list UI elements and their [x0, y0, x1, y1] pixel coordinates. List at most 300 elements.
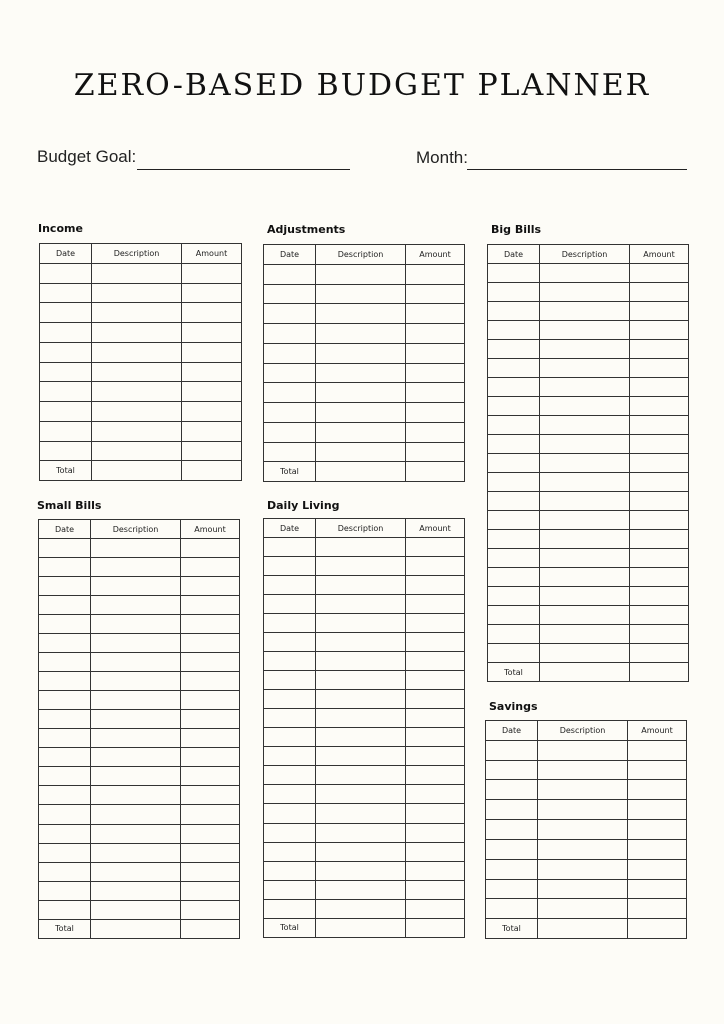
description-cell[interactable] [91, 767, 181, 786]
total-description-cell[interactable] [316, 918, 406, 937]
date-cell[interactable] [40, 402, 92, 422]
month-line[interactable] [467, 169, 687, 170]
amount-cell[interactable] [406, 861, 465, 880]
description-cell[interactable] [92, 362, 182, 382]
amount-cell[interactable] [406, 785, 465, 804]
amount-cell[interactable] [630, 530, 689, 549]
description-cell[interactable] [316, 557, 406, 576]
description-cell[interactable] [316, 747, 406, 766]
amount-cell[interactable] [630, 511, 689, 530]
description-cell[interactable] [92, 342, 182, 362]
amount-cell[interactable] [406, 422, 465, 442]
description-cell[interactable] [316, 880, 406, 899]
description-cell[interactable] [91, 786, 181, 805]
description-cell[interactable] [538, 740, 628, 760]
date-cell[interactable] [39, 596, 91, 615]
amount-cell[interactable] [406, 614, 465, 633]
date-cell[interactable] [40, 342, 92, 362]
date-cell[interactable] [40, 421, 92, 441]
amount-cell[interactable] [182, 303, 242, 323]
description-cell[interactable] [92, 382, 182, 402]
amount-cell[interactable] [182, 441, 242, 461]
description-cell[interactable] [540, 625, 630, 644]
date-cell[interactable] [40, 303, 92, 323]
description-cell[interactable] [540, 606, 630, 625]
date-cell[interactable] [264, 403, 316, 423]
column-header-amount: Amount [406, 519, 465, 538]
description-cell[interactable] [316, 804, 406, 823]
total-row [40, 461, 242, 481]
date-cell[interactable] [39, 672, 91, 691]
amount-cell[interactable] [630, 625, 689, 644]
date-cell[interactable] [488, 302, 540, 321]
description-cell[interactable] [92, 263, 182, 283]
date-cell[interactable] [39, 577, 91, 596]
description-cell[interactable] [540, 568, 630, 587]
amount-cell[interactable] [628, 820, 687, 840]
description-cell[interactable] [540, 644, 630, 663]
amount-cell[interactable] [406, 823, 465, 842]
description-cell[interactable] [91, 577, 181, 596]
date-cell[interactable] [264, 785, 316, 804]
date-cell[interactable] [264, 766, 316, 785]
total-description-cell[interactable] [92, 461, 182, 481]
date-cell[interactable] [39, 691, 91, 710]
total-label: Total [264, 462, 316, 482]
description-cell[interactable] [92, 441, 182, 461]
date-cell[interactable] [488, 435, 540, 454]
date-cell[interactable] [488, 530, 540, 549]
date-cell[interactable] [39, 824, 91, 843]
description-cell[interactable] [316, 671, 406, 690]
amount-cell[interactable] [628, 760, 687, 780]
date-cell[interactable] [488, 625, 540, 644]
amount-cell[interactable] [406, 264, 465, 284]
description-cell[interactable] [91, 805, 181, 824]
amount-cell[interactable] [181, 748, 240, 767]
description-cell[interactable] [92, 421, 182, 441]
description-cell[interactable] [538, 800, 628, 820]
date-cell[interactable] [486, 820, 538, 840]
date-cell[interactable] [486, 899, 538, 919]
description-cell[interactable] [92, 323, 182, 343]
description-cell[interactable] [91, 596, 181, 615]
date-cell[interactable] [264, 595, 316, 614]
description-cell[interactable] [92, 303, 182, 323]
date-cell[interactable] [264, 880, 316, 899]
table-row [40, 382, 242, 402]
date-cell[interactable] [486, 859, 538, 879]
small-bills-table [38, 519, 240, 939]
date-cell[interactable] [40, 441, 92, 461]
description-cell[interactable] [316, 766, 406, 785]
amount-cell[interactable] [182, 402, 242, 422]
amount-cell[interactable] [630, 454, 689, 473]
description-cell[interactable] [316, 614, 406, 633]
description-cell[interactable] [316, 823, 406, 842]
description-cell[interactable] [316, 383, 406, 403]
date-cell[interactable] [488, 416, 540, 435]
amount-cell[interactable] [406, 899, 465, 918]
date-cell[interactable] [264, 442, 316, 462]
description-cell[interactable] [316, 324, 406, 344]
date-cell[interactable] [264, 363, 316, 383]
description-cell[interactable] [538, 899, 628, 919]
description-cell[interactable] [92, 402, 182, 422]
amount-cell[interactable] [630, 435, 689, 454]
date-cell[interactable] [39, 748, 91, 767]
amount-cell[interactable] [181, 653, 240, 672]
description-cell[interactable] [316, 633, 406, 652]
description-cell[interactable] [316, 576, 406, 595]
date-cell[interactable] [39, 805, 91, 824]
table-row [40, 303, 242, 323]
date-cell[interactable] [39, 653, 91, 672]
amount-cell[interactable] [182, 362, 242, 382]
description-cell[interactable] [540, 340, 630, 359]
date-cell[interactable] [264, 804, 316, 823]
description-cell[interactable] [91, 634, 181, 653]
amount-cell[interactable] [630, 606, 689, 625]
date-cell[interactable] [264, 324, 316, 344]
description-cell[interactable] [91, 672, 181, 691]
description-cell[interactable] [540, 359, 630, 378]
description-cell[interactable] [538, 760, 628, 780]
amount-cell[interactable] [406, 880, 465, 899]
date-cell[interactable] [264, 614, 316, 633]
date-cell[interactable] [264, 709, 316, 728]
total-amount-cell[interactable] [182, 461, 242, 481]
description-cell[interactable] [316, 284, 406, 304]
date-cell[interactable] [264, 899, 316, 918]
date-cell[interactable] [264, 576, 316, 595]
amount-cell[interactable] [182, 421, 242, 441]
date-cell[interactable] [264, 747, 316, 766]
description-cell[interactable] [316, 595, 406, 614]
description-cell[interactable] [540, 416, 630, 435]
date-cell[interactable] [486, 780, 538, 800]
date-cell[interactable] [486, 839, 538, 859]
description-cell[interactable] [538, 859, 628, 879]
description-cell[interactable] [316, 652, 406, 671]
description-cell[interactable] [91, 615, 181, 634]
table-row [40, 283, 242, 303]
amount-cell[interactable] [630, 264, 689, 283]
amount-cell[interactable] [181, 634, 240, 653]
amount-cell[interactable] [406, 576, 465, 595]
amount-cell[interactable] [181, 577, 240, 596]
amount-cell[interactable] [630, 416, 689, 435]
date-cell[interactable] [39, 615, 91, 634]
date-cell[interactable] [488, 511, 540, 530]
description-cell[interactable] [91, 691, 181, 710]
amount-cell[interactable] [406, 284, 465, 304]
description-cell[interactable] [540, 435, 630, 454]
amount-cell[interactable] [628, 740, 687, 760]
amount-cell[interactable] [628, 899, 687, 919]
amount-cell[interactable] [182, 342, 242, 362]
date-cell[interactable] [39, 786, 91, 805]
date-cell[interactable] [488, 378, 540, 397]
date-cell[interactable] [488, 473, 540, 492]
amount-cell[interactable] [630, 568, 689, 587]
date-cell[interactable] [40, 263, 92, 283]
date-cell[interactable] [488, 359, 540, 378]
amount-cell[interactable] [406, 766, 465, 785]
amount-cell[interactable] [406, 728, 465, 747]
date-cell[interactable] [39, 900, 91, 919]
amount-cell[interactable] [628, 839, 687, 859]
date-cell[interactable] [39, 710, 91, 729]
date-cell[interactable] [488, 454, 540, 473]
date-cell[interactable] [264, 861, 316, 880]
description-cell[interactable] [540, 587, 630, 606]
amount-cell[interactable] [406, 403, 465, 423]
amount-cell[interactable] [181, 596, 240, 615]
amount-cell[interactable] [181, 843, 240, 862]
total-amount-cell[interactable] [181, 919, 240, 938]
amount-cell[interactable] [181, 558, 240, 577]
date-cell[interactable] [488, 568, 540, 587]
amount-cell[interactable] [630, 587, 689, 606]
amount-cell[interactable] [406, 442, 465, 462]
date-cell[interactable] [40, 283, 92, 303]
amount-cell[interactable] [181, 862, 240, 881]
amount-cell[interactable] [406, 709, 465, 728]
amount-cell[interactable] [406, 343, 465, 363]
description-cell[interactable] [91, 729, 181, 748]
date-cell[interactable] [486, 879, 538, 899]
description-cell[interactable] [540, 473, 630, 492]
amount-cell[interactable] [406, 671, 465, 690]
date-cell[interactable] [488, 264, 540, 283]
amount-cell[interactable] [630, 283, 689, 302]
amount-cell[interactable] [406, 690, 465, 709]
description-cell[interactable] [316, 403, 406, 423]
date-cell[interactable] [264, 284, 316, 304]
description-cell[interactable] [91, 539, 181, 558]
amount-cell[interactable] [406, 538, 465, 557]
amount-cell[interactable] [630, 321, 689, 340]
table-row [488, 359, 689, 378]
amount-cell[interactable] [181, 539, 240, 558]
date-cell[interactable] [40, 323, 92, 343]
amount-cell[interactable] [630, 549, 689, 568]
table-row [488, 625, 689, 644]
description-cell[interactable] [92, 283, 182, 303]
amount-cell[interactable] [181, 805, 240, 824]
amount-cell[interactable] [181, 881, 240, 900]
description-cell[interactable] [540, 378, 630, 397]
date-cell[interactable] [264, 823, 316, 842]
amount-cell[interactable] [630, 378, 689, 397]
date-cell[interactable] [39, 843, 91, 862]
date-cell[interactable] [40, 382, 92, 402]
description-cell[interactable] [540, 264, 630, 283]
date-cell[interactable] [264, 422, 316, 442]
description-cell[interactable] [316, 264, 406, 284]
description-cell[interactable] [91, 881, 181, 900]
description-cell[interactable] [316, 785, 406, 804]
date-cell[interactable] [39, 558, 91, 577]
amount-cell[interactable] [628, 879, 687, 899]
amount-cell[interactable] [182, 382, 242, 402]
amount-cell[interactable] [630, 492, 689, 511]
description-cell[interactable] [540, 492, 630, 511]
table-row [486, 839, 687, 859]
description-cell[interactable] [538, 879, 628, 899]
total-amount-cell[interactable] [630, 663, 689, 682]
description-cell[interactable] [316, 363, 406, 383]
date-cell[interactable] [488, 549, 540, 568]
amount-cell[interactable] [406, 324, 465, 344]
date-cell[interactable] [488, 283, 540, 302]
total-amount-cell[interactable] [406, 462, 465, 482]
amount-cell[interactable] [406, 747, 465, 766]
description-cell[interactable] [540, 454, 630, 473]
description-cell[interactable] [316, 842, 406, 861]
date-cell[interactable] [264, 842, 316, 861]
description-cell[interactable] [91, 558, 181, 577]
amount-cell[interactable] [181, 824, 240, 843]
description-cell[interactable] [91, 748, 181, 767]
date-cell[interactable] [488, 587, 540, 606]
table-row [486, 760, 687, 780]
budget-goal-line[interactable] [137, 169, 350, 170]
amount-cell[interactable] [628, 780, 687, 800]
amount-cell[interactable] [181, 691, 240, 710]
amount-cell[interactable] [406, 304, 465, 324]
daily-living-table [263, 518, 465, 938]
description-cell[interactable] [540, 511, 630, 530]
date-cell[interactable] [488, 492, 540, 511]
description-cell[interactable] [540, 302, 630, 321]
amount-cell[interactable] [406, 842, 465, 861]
description-cell[interactable] [316, 538, 406, 557]
amount-cell[interactable] [181, 900, 240, 919]
description-cell[interactable] [91, 843, 181, 862]
amount-cell[interactable] [630, 340, 689, 359]
date-cell[interactable] [486, 760, 538, 780]
amount-cell[interactable] [628, 800, 687, 820]
date-cell[interactable] [264, 304, 316, 324]
date-cell[interactable] [264, 633, 316, 652]
amount-cell[interactable] [182, 263, 242, 283]
amount-cell[interactable] [630, 302, 689, 321]
date-cell[interactable] [264, 690, 316, 709]
date-cell[interactable] [488, 397, 540, 416]
date-cell[interactable] [39, 634, 91, 653]
date-cell[interactable] [264, 264, 316, 284]
date-cell[interactable] [486, 740, 538, 760]
date-cell[interactable] [488, 606, 540, 625]
date-cell[interactable] [264, 557, 316, 576]
date-cell[interactable] [488, 321, 540, 340]
description-cell[interactable] [316, 304, 406, 324]
description-cell[interactable] [316, 709, 406, 728]
date-cell[interactable] [264, 343, 316, 363]
date-cell[interactable] [264, 652, 316, 671]
amount-cell[interactable] [406, 652, 465, 671]
amount-cell[interactable] [406, 557, 465, 576]
amount-cell[interactable] [406, 633, 465, 652]
date-cell[interactable] [264, 538, 316, 557]
description-cell[interactable] [540, 283, 630, 302]
description-cell[interactable] [540, 530, 630, 549]
date-cell[interactable] [39, 539, 91, 558]
date-cell[interactable] [264, 671, 316, 690]
total-description-cell[interactable] [91, 919, 181, 938]
description-cell[interactable] [538, 820, 628, 840]
amount-cell[interactable] [181, 729, 240, 748]
date-cell[interactable] [40, 362, 92, 382]
date-cell[interactable] [39, 767, 91, 786]
amount-cell[interactable] [181, 672, 240, 691]
amount-cell[interactable] [181, 710, 240, 729]
amount-cell[interactable] [630, 397, 689, 416]
description-cell[interactable] [91, 710, 181, 729]
description-cell[interactable] [316, 690, 406, 709]
date-cell[interactable] [486, 800, 538, 820]
date-cell[interactable] [488, 340, 540, 359]
total-amount-cell[interactable] [628, 919, 687, 939]
description-cell[interactable] [540, 397, 630, 416]
table-row [264, 324, 465, 344]
date-cell[interactable] [488, 644, 540, 663]
description-cell[interactable] [91, 862, 181, 881]
table-row [264, 576, 465, 595]
description-cell[interactable] [316, 728, 406, 747]
amount-cell[interactable] [406, 595, 465, 614]
total-amount-cell[interactable] [406, 918, 465, 937]
description-cell[interactable] [316, 899, 406, 918]
amount-cell[interactable] [630, 473, 689, 492]
description-cell[interactable] [91, 824, 181, 843]
total-description-cell[interactable] [316, 462, 406, 482]
column-header-description: Description [316, 245, 406, 265]
amount-cell[interactable] [630, 644, 689, 663]
description-cell[interactable] [538, 780, 628, 800]
description-cell[interactable] [540, 549, 630, 568]
amount-cell[interactable] [181, 767, 240, 786]
date-cell[interactable] [264, 728, 316, 747]
description-cell[interactable] [540, 321, 630, 340]
amount-cell[interactable] [181, 786, 240, 805]
amount-cell[interactable] [406, 804, 465, 823]
date-cell[interactable] [264, 383, 316, 403]
amount-cell[interactable] [630, 359, 689, 378]
description-cell[interactable] [316, 422, 406, 442]
date-cell[interactable] [39, 881, 91, 900]
description-cell[interactable] [538, 839, 628, 859]
date-cell[interactable] [39, 729, 91, 748]
description-cell[interactable] [91, 900, 181, 919]
amount-cell[interactable] [181, 615, 240, 634]
description-cell[interactable] [91, 653, 181, 672]
description-cell[interactable] [316, 343, 406, 363]
description-cell[interactable] [316, 442, 406, 462]
date-cell[interactable] [39, 862, 91, 881]
amount-cell[interactable] [182, 323, 242, 343]
total-description-cell[interactable] [540, 663, 630, 682]
total-description-cell[interactable] [538, 919, 628, 939]
table-row [264, 652, 465, 671]
amount-cell[interactable] [406, 363, 465, 383]
amount-cell[interactable] [182, 283, 242, 303]
amount-cell[interactable] [628, 859, 687, 879]
description-cell[interactable] [316, 861, 406, 880]
amount-cell[interactable] [406, 383, 465, 403]
